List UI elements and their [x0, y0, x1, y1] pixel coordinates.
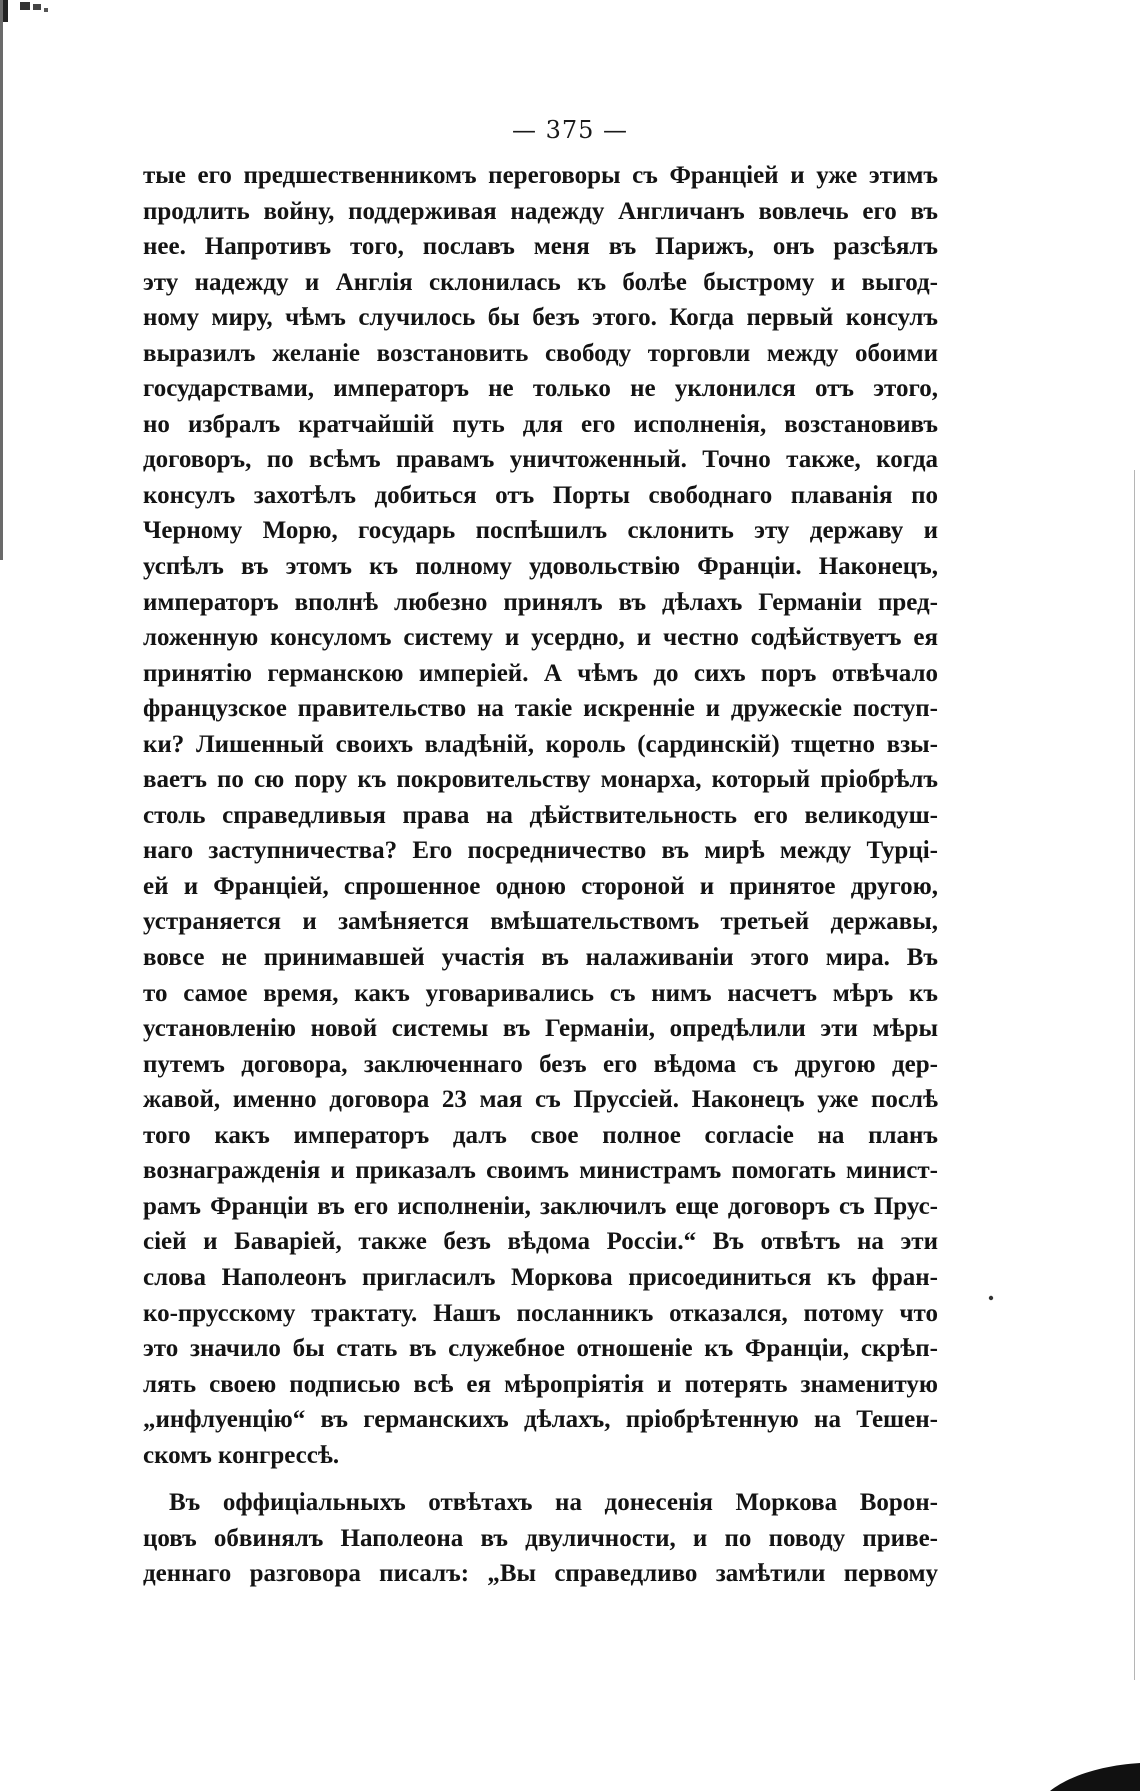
scan-artifact-top-left	[0, 0, 70, 24]
text-line: установленію новой системы въ Германіи, опредѣлили эти мѣры	[143, 1015, 938, 1043]
text-line: ваетъ по сю пору къ покровительству монарха, который пріобрѣлъ	[143, 766, 938, 794]
text-line: ки? Лишенный своихъ владѣній, король (сардинскій) тщетно взы-	[143, 730, 938, 758]
scan-artifact-dot	[988, 1295, 994, 1301]
text-line: ей и Франціей, спрошенное одною стороной и принятое другою,	[143, 872, 938, 900]
text-line: деннаго разговора писалъ: „Вы справедливо замѣтили первому	[143, 1560, 938, 1588]
text-line: лять своею подписью всѣ ея мѣропріятія и потерять знаменитую	[143, 1370, 938, 1398]
scan-artifact-right-edge	[1133, 470, 1137, 1680]
text-line: столь справедливыя права на дѣйствительность его великодуш-	[143, 801, 938, 829]
text-line: тые его предшественникомъ переговоры съ Франціей и уже этимъ	[143, 162, 938, 189]
text-line: рамъ Франціи въ его исполненіи, заключилъ еще договоръ съ Прус-	[143, 1192, 938, 1220]
text-line: скомъ конгрессѣ.	[143, 1441, 340, 1469]
text-line: французское правительство на такіе искренніе и дружескіе поступ-	[143, 695, 938, 723]
text-line: „инфлуенцію“ въ германскихъ дѣлахъ, пріобрѣтенную на Тешен-	[143, 1406, 938, 1434]
text-line: устраняется и замѣняется вмѣшательствомъ третьей державы,	[143, 908, 938, 936]
text-line: слова Наполеонъ пригласилъ Моркова присоединиться къ фран-	[143, 1263, 938, 1291]
text-line: сіей и Баваріей, также безъ вѣдома Россіи.“ Въ отвѣтъ на эти	[143, 1228, 938, 1256]
text-line: принятію германскою имперіей. А чѣмъ до сихъ поръ отвѣчало	[143, 659, 938, 687]
text-line: наго заступничества? Его посредничество въ мирѣ между Турці-	[143, 837, 938, 865]
paragraph-spacer	[143, 1473, 938, 1485]
text-line: вовсе не принимавшей участія въ налаживаніи этого мира. Въ	[143, 944, 938, 972]
text-line: цовъ обвинялъ Наполеона въ двуличности, и по поводу приве-	[143, 1524, 938, 1552]
text-line: жавой, именно договора 23 мая съ Пруссіей. Наконецъ уже послѣ	[143, 1086, 938, 1114]
scan-artifact-bottom-right	[1050, 1735, 1140, 1791]
text-line: ложенную консуломъ систему и усердно, и честно содѣйствуетъ ея	[143, 624, 938, 652]
text-line: выразилъ желаніе возстановить свободу торговли между обоими	[143, 339, 938, 367]
text-line: эту надежду и Англія склонилась къ болѣе быстрому и выгод-	[143, 268, 938, 296]
text-line: государствами, императоръ не только не уклонился отъ этого,	[143, 375, 938, 403]
text-line: Въ оффиціальныхъ отвѣтахъ на донесенія Моркова Ворон-	[169, 1489, 938, 1517]
paragraph-1	[143, 158, 938, 1473]
text-line: путемъ договора, заключеннаго безъ его вѣдома съ другою дер-	[143, 1050, 938, 1078]
text-line: Черному Морю, государь поспѣшилъ склонить эту державу и	[143, 517, 938, 545]
scan-artifact-left-edge	[0, 0, 6, 560]
text-line: императоръ вполнѣ любезно принялъ въ дѣлахъ Германіи пред-	[143, 588, 938, 616]
text-line: ко-прусскому трактату. Нашъ посланникъ отказался, потому что	[143, 1299, 938, 1327]
text-line: консулъ захотѣлъ добиться отъ Порты свободнаго плаванія по	[143, 481, 938, 509]
text-line: нее. Напротивъ того, пославъ меня въ Парижъ, онъ разсѣялъ	[143, 233, 938, 261]
text-line: того какъ императоръ далъ свое полное согласіе на планъ	[143, 1121, 938, 1149]
text-line: договоръ, по всѣмъ правамъ уничтоженный. Точно также, когда	[143, 446, 938, 474]
text-line: но избралъ кратчайшій путь для его исполненія, возстановивъ	[143, 410, 938, 438]
page-number: — 375 —	[511, 116, 629, 144]
paragraph-2	[143, 1485, 938, 1592]
text-line: продлить войну, поддерживая надежду Англичанъ вовлечь его въ	[143, 197, 938, 225]
text-line: это значило бы стать въ служебное отношеніе къ Франціи, скрѣп-	[143, 1335, 938, 1363]
body-text	[143, 158, 938, 1592]
text-line: успѣлъ въ этомъ къ полному удовольствію Франціи. Наконецъ,	[143, 553, 938, 581]
text-line: то самое время, какъ уговаривались съ нимъ насчетъ мѣръ къ	[143, 979, 938, 1007]
text-line: вознагражденія и приказалъ своимъ министрамъ помогать минист-	[143, 1157, 938, 1185]
text-line: ному миру, чѣмъ случилось бы безъ этого. Когда первый консулъ	[143, 304, 938, 332]
